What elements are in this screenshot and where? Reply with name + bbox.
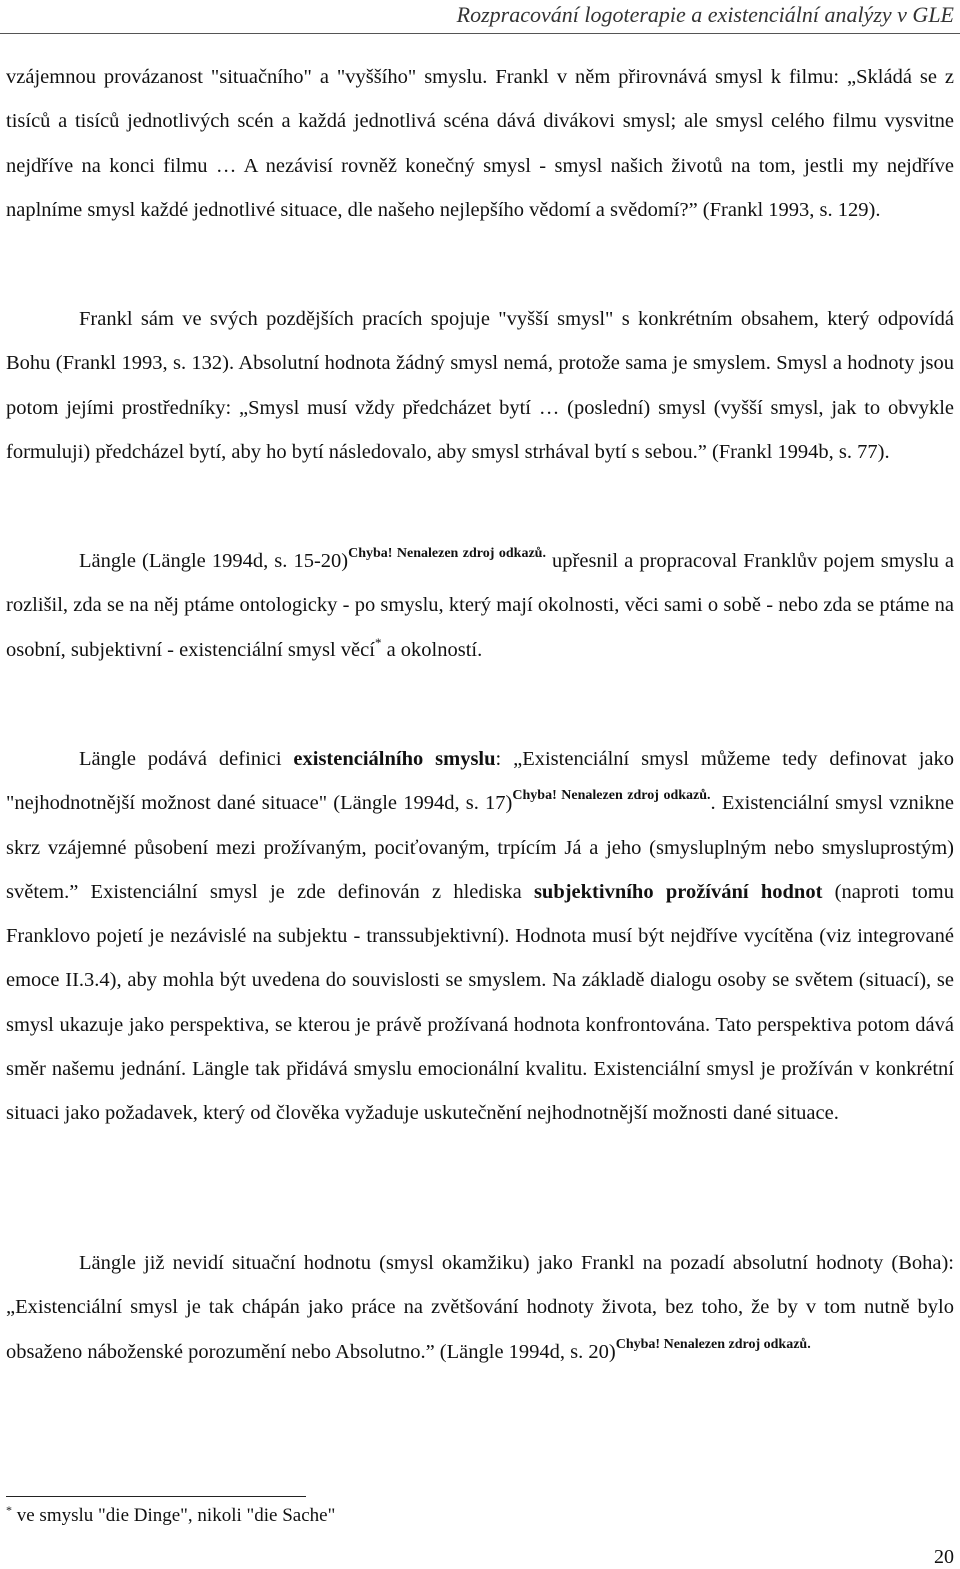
paragraph-3-text-b: upřesnil a propracoval Franklův pojem smyslu a rozlišil, zda se na něj ptáme ontologicky - po smyslu, který mají okolnosti, věci sami o sobě - nebo zda se ptáme na osobní, subjektivní - existenciální smysl věcí bbox=[6, 550, 955, 661]
term-existential-meaning: existenciálního smyslu bbox=[293, 748, 496, 770]
paragraph-2-text: Frankl sám ve svých pozdějších pracích spojuje "vyšší smysl" s konkrétním obsahem, který odpovídá Bohu (Frankl 1993, s. 132). Absolutní hodnota žádný smysl nemá, protože sama je smyslem. Smysl a hodnoty jsou potom jejími prostředníky: „Smysl musí vždy předcházet bytí … (poslední) smysl (vyšší smysl, jak to obvykle formuluji) předcházel bytí, aby ho bytí následovalo, aby smysl strhával bytí s sebou.” (Frankl 1994b, s. 77). bbox=[6, 308, 954, 463]
footnote-marker: * bbox=[374, 634, 382, 650]
footnote bbox=[6, 1505, 335, 1527]
reference-error-mark: Chyba! Nenalezen zdroj odkazů. bbox=[348, 546, 546, 561]
paragraph-5-text: Längle již nevidí situační hodnotu (smysl okamžiku) jako Frankl na pozadí absolutní hodnoty (Boha): „Existenciální smysl je tak chápán jako práce na zvětšování hodnoty života, bez toho, že by v tom nutně bylo obsaženo náboženské porozumění nebo Absolutno.” (Längle 1994d, s. 20) bbox=[6, 1252, 954, 1363]
paragraph-4-text-b: : „Existenciální smysl můžeme tedy definovat jako "nejhodnotnější možnost dané situace" (Längle 1994d, s. 17) bbox=[6, 748, 954, 815]
paragraph-4-text-d: (naproti tomu Franklovo pojetí je nezávislé na subjektu - transsubjektivní). Hodnota musí být nejdříve vycítěna (viz integrované emoce II.3.4), aby mohla být uvedena do souvislosti se smyslem. Na základě dialogu osoby se světem (situací), se smysl ukazuje jako perspektiva, se kterou je právě prožívaná hodnota konfrontována. Tato perspektiva potom dává směr našemu jednání. Längle tak přidává smyslu emocionální kvalitu. Existenciální smysl je prožíván v konkrétní situaci jako požadavek, který od člověka vyžaduje uskutečnění nejhodnotnější možnosti dané situace. bbox=[6, 880, 954, 1125]
footnote-divider bbox=[6, 1496, 306, 1497]
term-subjective-experience: subjektivního prožívání hodnot bbox=[533, 880, 823, 903]
reference-error-mark: Chyba! Nenalezen zdroj odkazů. bbox=[615, 1336, 811, 1352]
header-title: Rozpracování logoterapie a existenciální analýzy v GLE bbox=[456, 2, 954, 27]
paragraph-3-text-c: a okolností. bbox=[381, 638, 483, 661]
page-number: 20 bbox=[934, 1546, 954, 1568]
footnote-marker: * bbox=[6, 1503, 12, 1517]
paragraph-3 bbox=[6, 539, 954, 672]
header-divider bbox=[0, 33, 960, 34]
reference-error-mark: Chyba! Nenalezen zdroj odkazů. bbox=[512, 788, 711, 804]
paragraph-2 bbox=[6, 297, 954, 474]
footnote-text: ve smyslu "die Dinge", nikoli "die Sache" bbox=[12, 1505, 336, 1526]
paragraph-4-text-a: Längle podává definici bbox=[79, 748, 294, 770]
paragraph-5 bbox=[6, 1241, 954, 1374]
paragraph-1-text: vzájemnou provázanost "situačního" a "vyššího" smyslu. Frankl v něm přirovnává smysl k filmu: „Skládá se z tisíců a tisíců jednotlivých scén a každá jednotlivá scéna dává divákovi smysl; ale smysl celého filmu vysvitne nejdříve na konci filmu … A nezávisí rovněž konečný smysl - smysl našich životů na tom, jestli my nejdříve naplníme smysl každé jednotlivé situace, dle našeho nejlepšího vědomí a svědomí?” (Frankl 1993, s. 129). bbox=[6, 66, 954, 221]
running-header bbox=[0, 0, 960, 38]
paragraph-4 bbox=[6, 737, 954, 1136]
paragraph-1 bbox=[6, 55, 954, 232]
paragraph-4-text-c: . Existenciální smysl vznikne skrz vzájemné působení mezi prožívaným, pociťovaným, trpícím Já a jeho (smysluplným nebo smysluprostým) světem.” Existenciální smysl je zde definován z hlediska bbox=[6, 792, 954, 903]
paragraph-3-text-a: Längle (Längle 1994d, s. 15-20) bbox=[79, 550, 349, 572]
